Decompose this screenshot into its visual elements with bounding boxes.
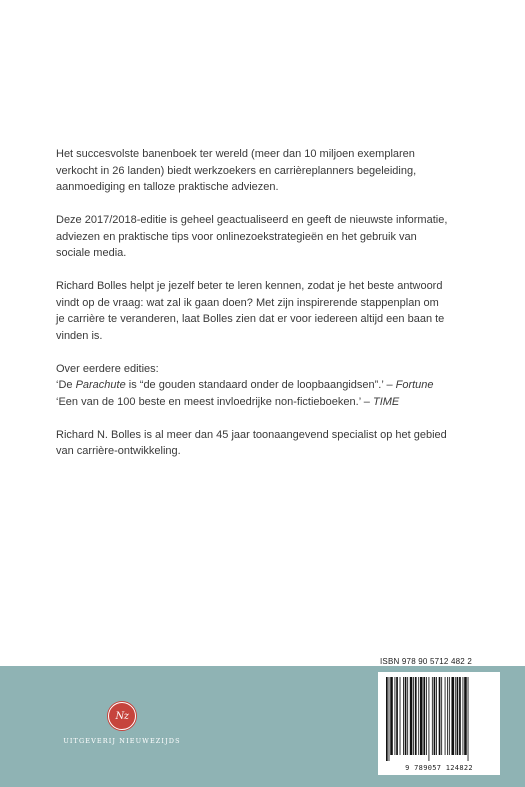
barcode-bar <box>389 677 390 761</box>
barcode-bar <box>432 677 433 755</box>
barcode-bar <box>455 677 456 755</box>
text-line: Deze 2017/2018-editie is geheel geactualiseerd en geeft de nieuwste informatie, <box>56 214 448 226</box>
barcode-bar <box>418 677 419 755</box>
text-line: aanmoediging en talloze praktische adviezen. <box>56 181 279 193</box>
text-line: verkocht in 26 landen) biedt werkzoekers en carrièreplanners begeleiding, <box>56 164 417 177</box>
barcode-bar <box>434 677 436 755</box>
paragraph-author-bio <box>56 427 486 460</box>
barcode-bar <box>447 677 448 755</box>
barcode-bar <box>457 677 459 755</box>
barcode-bar <box>403 677 404 755</box>
book-title: Parachute <box>75 379 126 391</box>
quote-source: TIME <box>372 395 400 408</box>
barcode-bar <box>426 677 427 755</box>
review-quote-time <box>56 394 486 411</box>
barcode-bar <box>407 677 408 755</box>
barcode-bar <box>400 677 401 755</box>
barcode-bar <box>449 677 450 755</box>
text-line: vindt op de vraag: wat zal ik gaan doen? Met zijn inspirerende stappenplan om <box>56 296 439 309</box>
barcode-bar <box>396 677 398 755</box>
text-line: adviezen en praktische tips voor onlinezoekstrategieën en het gebruik van <box>56 230 417 243</box>
reviews-heading: Over eerdere edities: <box>56 362 159 375</box>
barcode-digits: 9 789057 124822 <box>405 764 473 772</box>
barcode-bar <box>415 677 417 755</box>
barcode-bar <box>436 677 437 755</box>
quote-text: ‘De <box>56 379 76 391</box>
paragraph-author-help <box>56 278 486 344</box>
paragraph-edition <box>56 212 486 262</box>
barcode-bar <box>441 677 442 755</box>
barcode-bar <box>451 677 454 755</box>
barcode-bar <box>405 677 407 755</box>
blurb-text <box>56 146 486 476</box>
barcode <box>384 675 494 761</box>
quote-source: Fortune <box>395 379 434 391</box>
text-line: je carrière te veranderen, laat Bolles zien dat er voor iedereen altijd een baan te <box>56 313 445 325</box>
barcode-bar <box>410 677 413 755</box>
barcode-bar <box>386 677 388 761</box>
publisher-name: UITGEVERIJ NIEUWEZIJDS <box>63 737 181 745</box>
review-quote-fortune <box>56 377 486 394</box>
text-line: sociale media. <box>56 247 127 259</box>
paragraph-intro <box>56 146 486 196</box>
text-line: van carrière-ontwikkeling. <box>56 445 181 457</box>
isbn-label: ISBN 978 90 5712 482 2 <box>380 657 473 666</box>
barcode-bar <box>413 677 414 755</box>
barcode-bar <box>390 677 393 755</box>
barcode-bar <box>463 677 464 755</box>
barcode-bar <box>445 677 446 755</box>
barcode-bar <box>423 677 425 755</box>
paragraph-reviews <box>56 361 486 411</box>
publisher-logo: Nz <box>108 702 136 730</box>
text-line: Het succesvolste banenboek ter wereld (meer dan 10 miljoen exemplaren <box>56 148 415 160</box>
quote-text: is “de gouden standaard onder de loopbaangidsen”.’ – <box>125 379 396 391</box>
barcode-bar <box>464 677 467 755</box>
quote-text: ‘Een van de 100 beste en meest invloedrijke non-fictieboeken.’ – <box>56 395 373 408</box>
barcode-bar <box>420 677 423 755</box>
barcode-bar <box>439 677 441 755</box>
text-line: vinden is. <box>56 329 103 342</box>
barcode-bar <box>395 677 396 755</box>
text-line: Richard Bolles helpt je jezelf beter te leren kennen, zodat je het beste antwoord <box>56 280 443 292</box>
barcode-bar <box>468 677 469 761</box>
barcode-bar <box>429 677 430 761</box>
text-line: Richard N. Bolles is al meer dan 45 jaar toonaangevend specialist op het gebied <box>56 428 447 441</box>
barcode-bar <box>459 677 461 755</box>
